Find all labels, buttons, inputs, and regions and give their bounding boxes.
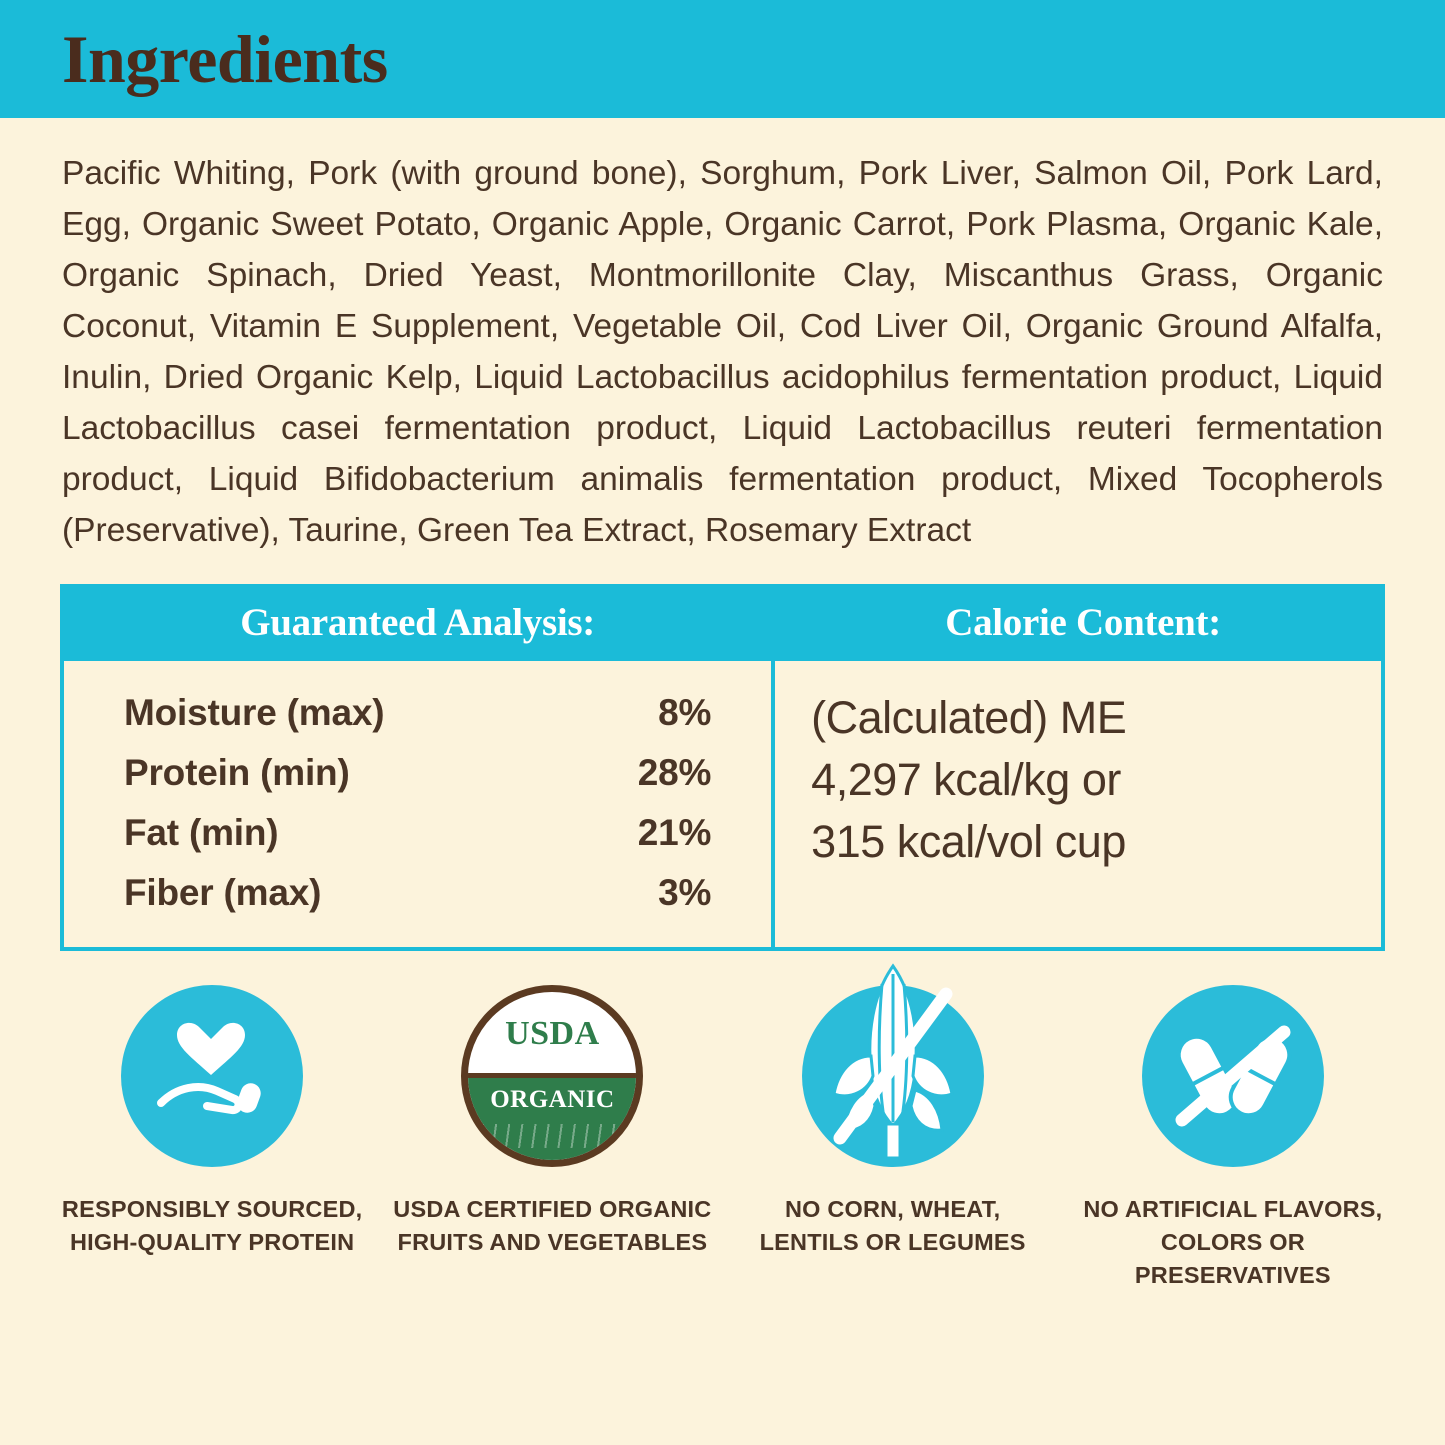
badge-no-artificial-additives [1063, 985, 1403, 1292]
row-label: Fat (min) [124, 812, 279, 853]
caption-line-1: NO CORN, WHEAT, [784, 1196, 1001, 1222]
badge-caption [760, 1193, 1026, 1259]
analysis-section [60, 584, 1385, 951]
caption-line-1: NO ARTIFICIAL FLAVORS, [1083, 1196, 1383, 1222]
guaranteed-analysis-column [64, 588, 775, 947]
row-label: Fiber (max) [124, 872, 322, 913]
calorie-line-1: (Calculated) ME [811, 692, 1127, 743]
calorie-content-heading: Calorie Content: [775, 588, 1381, 661]
caption-line-2: COLORS OR PRESERVATIVES [1134, 1229, 1331, 1288]
caption-line-2: HIGH-QUALITY PROTEIN [69, 1229, 355, 1255]
calorie-line-2: 4,297 kcal/kg or [811, 754, 1121, 805]
badge-row [42, 985, 1403, 1292]
badge-caption [1063, 1193, 1403, 1292]
table-row [124, 863, 711, 923]
guaranteed-analysis-heading: Guaranteed Analysis: [64, 588, 771, 661]
usda-seal-bottom-text: ORGANIC [468, 1073, 636, 1160]
badge-responsibly-sourced [42, 985, 382, 1292]
ingredients-text: Pacific Whiting, Pork (with ground bone), Sorghum, Pork Liver, Salmon Oil, Pork Lard, Egg, Organic Sweet Potato, Organic Apple, Organic Carrot, Pork Plasma, Organic Kale, Organic Spinach, Dried Yeast, Montmorillonite Clay, Miscanthus Grass, Organic Coconut, Vitamin E Supplement, Vegetable Oil, Cod Liver Oil, Organic Ground Alfalfa, Inulin, Dried Organic Kelp, Liquid Lactobacillus acidophilus fermentation product, Liquid Lactobacillus casei fermentation product, Liquid Lactobacillus reuteri fermentation product, Liquid Bifidobacterium animalis fermentation product, Mixed Tocopherols (Preservative), Taurine, Green Tea Extract, Rosemary Extract [62, 155, 1383, 549]
row-label: Moisture (max) [124, 692, 385, 733]
caption-line-1: USDA CERTIFIED ORGANIC [393, 1196, 712, 1222]
table-row [124, 743, 711, 803]
page-title: Ingredients [62, 21, 388, 97]
badge-caption [62, 1193, 362, 1259]
no-artificial-additives-icon [1142, 985, 1324, 1167]
header-bar [0, 0, 1445, 118]
table-row [124, 683, 711, 743]
badge-usda-organic [382, 985, 722, 1292]
row-value: 8% [658, 692, 712, 733]
no-corn-icon [802, 985, 984, 1167]
row-value: 28% [637, 752, 712, 793]
row-label: Protein (min) [124, 752, 350, 793]
caption-line-1: RESPONSIBLY SOURCED, [61, 1196, 363, 1222]
caption-line-2: LENTILS OR LEGUMES [759, 1229, 1026, 1255]
row-value: 3% [658, 872, 712, 913]
guaranteed-analysis-list [64, 661, 771, 947]
row-value: 21% [637, 812, 712, 853]
badge-caption [393, 1193, 711, 1259]
badge-no-corn [723, 985, 1063, 1292]
table-row [124, 803, 711, 863]
calorie-line-3: 315 kcal/vol cup [811, 816, 1126, 867]
caption-line-2: FRUITS AND VEGETABLES [397, 1229, 708, 1255]
calorie-content-column [775, 588, 1381, 947]
usda-organic-seal-icon [461, 985, 643, 1167]
calorie-content-body [775, 661, 1381, 899]
usda-seal-top-text: USDA [505, 1014, 600, 1052]
heart-in-hand-icon [121, 985, 303, 1167]
